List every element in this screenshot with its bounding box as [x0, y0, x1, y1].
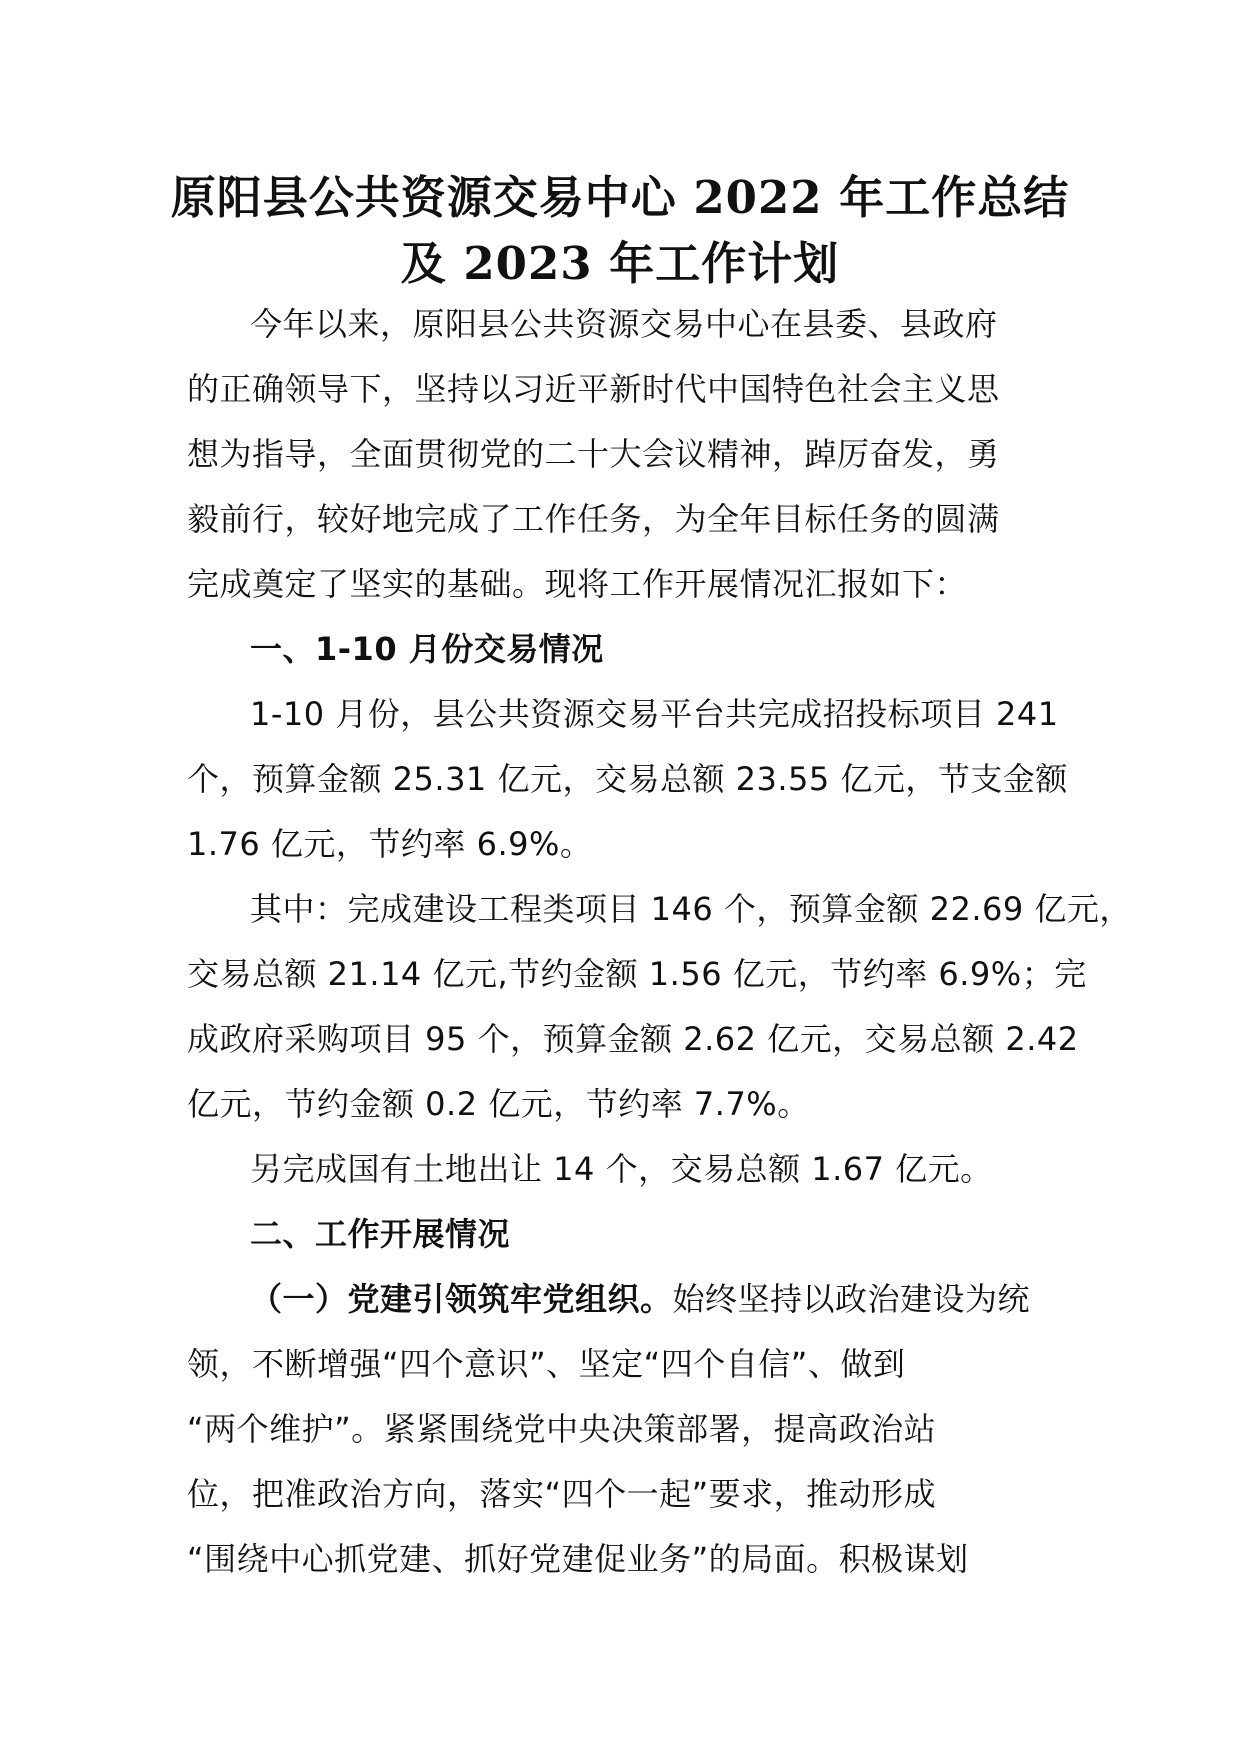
document-title-line-1: 原阳县公共资源交易中心 2022 年工作总结 [170, 171, 1070, 224]
document-title-line-2: 及 2023 年工作计划 [400, 237, 840, 290]
section-2-sub-1-line-2: 领，不断增强“四个意识”、坚定“四个自信”、做到 [187, 1345, 906, 1383]
section-2-sub-1-line-1 [250, 1277, 1150, 1321]
intro-line-2: 的正确领导下，坚持以习近平新时代中国特色社会主义思 [187, 370, 1000, 408]
section-2-sub-1-line-5: “围绕中心抓党建、抓好党建促业务”的局面。积极谋划 [187, 1540, 969, 1578]
section-1-para-3: 另完成国有土地出让 14 个，交易总额 1.67 亿元。 [250, 1150, 993, 1188]
section-2-heading: 二、工作开展情况 [250, 1215, 511, 1253]
section-1-para-1-line-1: 1-10 月份，县公共资源交易平台共完成招投标项目 241 [250, 695, 1059, 733]
section-1-para-1-line-3: 1.76 亿元，节约率 6.9%。 [187, 825, 593, 863]
intro-line-4: 毅前行，较好地完成了工作任务，为全年目标任务的圆满 [187, 500, 1000, 538]
section-1-para-2-line-2: 交易总额 21.14 亿元,节约金额 1.56 亿元，节约率 6.9%；完 [187, 955, 1087, 993]
section-1-para-2-line-3: 成政府采购项目 95 个，预算金额 2.62 亿元，交易总额 2.42 [187, 1020, 1079, 1058]
section-2-sub-1-label: （一）党建引领筑牢党组织。 [250, 1280, 673, 1318]
section-2-sub-1-line-3: “两个维护”。紧紧围绕党中央决策部署，提高政治站 [187, 1410, 937, 1448]
section-1-para-2-line-4: 亿元，节约金额 0.2 亿元，节约率 7.7%。 [187, 1085, 810, 1123]
intro-line-5: 完成奠定了坚实的基础。现将工作开展情况汇报如下： [187, 565, 968, 603]
section-2-sub-1-line-4: 位，把准政治方向，落实“四个一起”要求，推动形成 [187, 1475, 937, 1513]
section-1-para-2-line-1: 其中：完成建设工程类项目 146 个，预算金额 22.69 亿元， [250, 890, 1132, 928]
section-1-para-1-line-2: 个，预算金额 25.31 亿元，交易总额 23.55 亿元，节支金额 [187, 760, 1068, 798]
section-1-heading: 一、1-10 月份交易情况 [250, 630, 604, 668]
intro-line-3: 想为指导，全面贯彻党的二十大会议精神，踔厉奋发，勇 [187, 435, 1000, 473]
section-2-sub-1-text: 始终坚持以政治建设为统 [672, 1280, 1031, 1318]
intro-line-1: 今年以来，原阳县公共资源交易中心在县委、县政府 [250, 305, 998, 343]
